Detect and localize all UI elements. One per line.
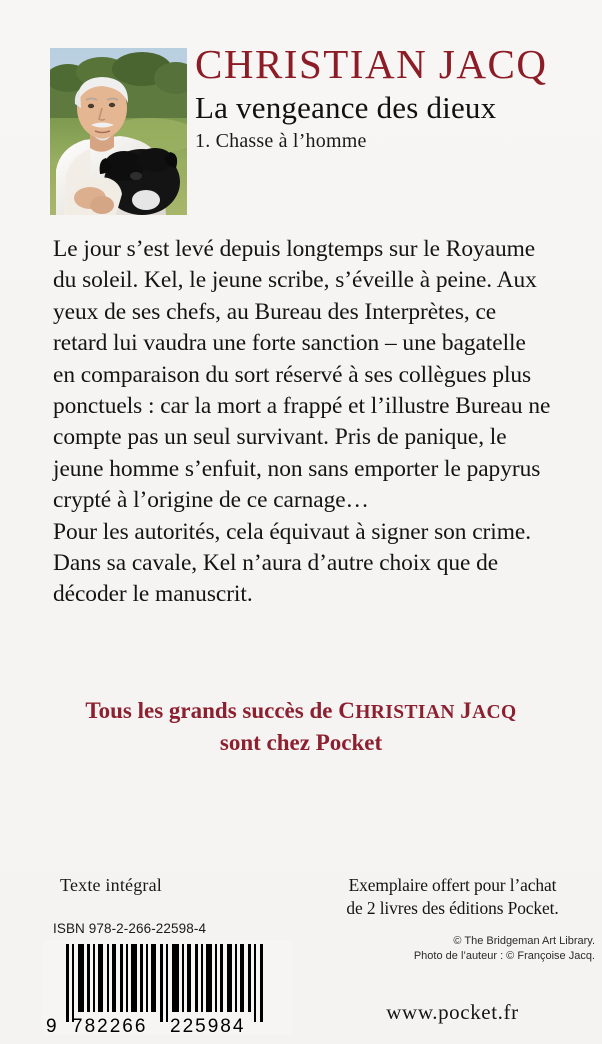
cover-header	[0, 0, 602, 222]
isbn-number: ISBN 978-2-266-22598-4	[53, 921, 207, 936]
blurb-paragraph-1: Le jour s’est levé depuis longtemps sur le Royaume du soleil. Kel, le jeune scribe, s’éveille à peine. Aux yeux de ses chefs, au Bureau des Interprètes, ce retard lui vaudra une forte sanction – une bagatelle en comparaison du sort réservé à ses collègues plus ponctuels : car la mort a frappé et l’illustre Bureau ne compte pas un seul survivant. Pris de panique, le jeune homme s’enfuit, non sans emporter le papyrus crypté à l’origine de ce carnage…	[53, 236, 551, 514]
author-portrait-image	[50, 48, 187, 215]
author-photo	[50, 48, 187, 215]
barcode-digits-right: 225984	[170, 1016, 246, 1035]
title-block	[195, 41, 585, 153]
barcode-digits-left: 782266	[72, 1016, 148, 1035]
promo-line-1	[0, 696, 602, 728]
texte-integral-label: Texte intégral	[60, 875, 162, 895]
credit-line-1: © The Bridgeman Art Library.	[453, 935, 595, 947]
promo-prefix: Tous les grands succès de	[85, 698, 339, 723]
offer-note	[310, 874, 595, 920]
book-subtitle: 1. Chasse à l’homme	[195, 130, 367, 153]
blurb-paragraph-2: Pour les autorités, cela équivaut à signer son crime. Dans sa cavale, Kel n’aura d’autre choix que de décoder le manuscrit.	[53, 518, 532, 608]
blurb-text	[53, 234, 553, 611]
offer-line-1: Exemplaire offert pour l’achat	[348, 875, 557, 895]
author-name: CHRISTIAN JACQ	[195, 41, 548, 87]
offer-line-2: de 2 livres des éditions Pocket.	[346, 898, 559, 918]
promo-line-2: sont chez Pocket	[219, 730, 383, 755]
credit-line-2: Photo de l’auteur : © Françoise Jacq.	[413, 950, 595, 962]
publisher-website[interactable]: www.pocket.fr	[386, 1000, 519, 1024]
barcode-image	[42, 940, 292, 1035]
book-title: La vengeance des dieux	[195, 90, 497, 125]
promo-block	[0, 696, 602, 758]
image-credits	[310, 934, 601, 964]
barcode	[42, 940, 292, 1035]
barcode-digit-prefix: 9	[46, 1016, 57, 1035]
promo-author-name: CHRISTIAN JACQ	[338, 698, 517, 723]
